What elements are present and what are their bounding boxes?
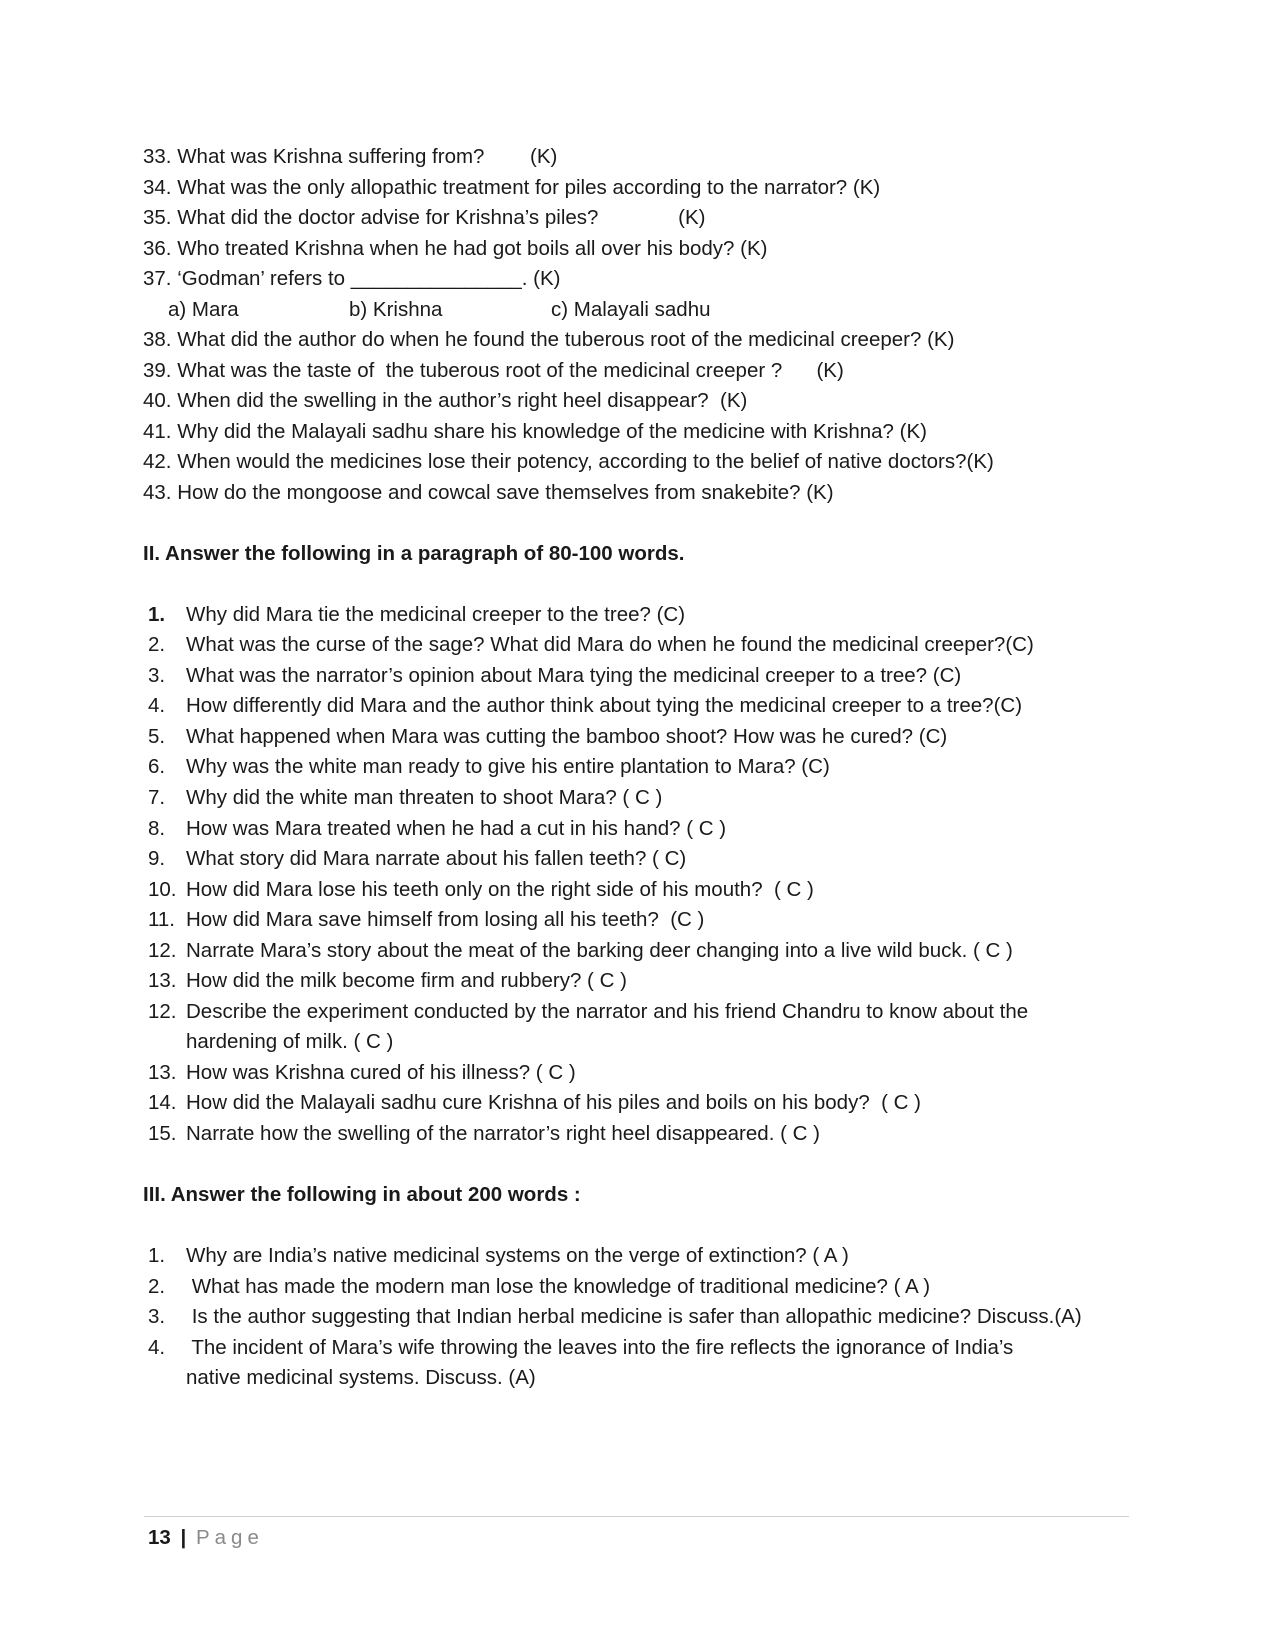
list-item-number: 3. [148, 664, 166, 687]
list-item: How did Mara lose his teeth only on the right side of his mouth? ( C ) [186, 878, 814, 901]
section-3-heading: III. Answer the following in about 200 words : [143, 1183, 581, 1206]
q37-option-a: a) Mara [168, 298, 239, 321]
list-item: Is the author suggesting that Indian herbal medicine is safer than allopathic medicine? Discuss.(A) [186, 1305, 1082, 1328]
list-item-number: 15. [148, 1122, 177, 1145]
list-item-number: 7. [148, 786, 166, 809]
list-item-number: 13. [148, 1061, 177, 1084]
list-item-number: 2. [148, 633, 166, 656]
question-42: 42. When would the medicines lose their potency, according to the belief of native doctors?(K) [143, 450, 994, 473]
question-34: 34. What was the only allopathic treatment for piles according to the narrator? (K) [143, 176, 881, 199]
list-item-number: 4. [148, 694, 166, 717]
list-item-number: 13. [148, 969, 177, 992]
list-item-number: 5. [148, 725, 166, 748]
list-item-number: 10. [148, 878, 177, 901]
list-item-number: 9. [148, 847, 166, 870]
question-41: 41. Why did the Malayali sadhu share his knowledge of the medicine with Krishna? (K) [143, 420, 927, 443]
list-item: The incident of Mara’s wife throwing the leaves into the fire reflects the ignorance of India’s [186, 1336, 1014, 1359]
list-item-number: 8. [148, 817, 166, 840]
section-2-heading: II. Answer the following in a paragraph of 80-100 words. [143, 542, 685, 565]
list-item: Why did the white man threaten to shoot Mara? ( C ) [186, 786, 663, 809]
list-item-continuation: hardening of milk. ( C ) [186, 1030, 394, 1053]
list-item: What has made the modern man lose the knowledge of traditional medicine? ( A ) [186, 1275, 931, 1298]
page-label: Page [195, 1526, 264, 1549]
list-item-continuation: native medicinal systems. Discuss. (A) [186, 1366, 536, 1389]
question-38: 38. What did the author do when he found the tuberous root of the medicinal creeper? (K) [143, 328, 955, 351]
list-item: How did the Malayali sadhu cure Krishna of his piles and boils on his body? ( C ) [186, 1091, 921, 1114]
list-item-number: 1. [148, 603, 166, 626]
list-item: What story did Mara narrate about his fallen teeth? ( C) [186, 847, 687, 870]
page-footer [148, 1522, 264, 1554]
question-43: 43. How do the mongoose and cowcal save themselves from snakebite? (K) [143, 481, 834, 504]
list-item: Why was the white man ready to give his entire plantation to Mara? (C) [186, 755, 830, 778]
list-item: How differently did Mara and the author think about tying the medicinal creeper to a tree?(C) [186, 694, 1023, 717]
question-33: 33. What was Krishna suffering from? (K) [143, 145, 558, 168]
list-item: What happened when Mara was cutting the bamboo shoot? How was he cured? (C) [186, 725, 948, 748]
list-item: Narrate how the swelling of the narrator’s right heel disappeared. ( C ) [186, 1122, 820, 1145]
q37-option-b: b) Krishna [349, 298, 443, 321]
list-item: How did Mara save himself from losing all his teeth? (C ) [186, 908, 705, 931]
list-item-number: 12. [148, 1000, 177, 1023]
list-item-number: 11. [148, 908, 175, 931]
question-40: 40. When did the swelling in the author’s right heel disappear? (K) [143, 389, 748, 412]
list-item: What was the curse of the sage? What did Mara do when he found the medicinal creeper?(C) [186, 633, 1034, 656]
list-item-number: 3. [148, 1305, 166, 1328]
list-item-number: 12. [148, 939, 177, 962]
list-item-number: 4. [148, 1336, 166, 1359]
list-item: Narrate Mara’s story about the meat of the barking deer changing into a live wild buck. ( C ) [186, 939, 1013, 962]
footer-divider [144, 1516, 1129, 1517]
question-35: 35. What did the doctor advise for Krishna’s piles? (K) [143, 206, 706, 229]
list-item: How was Mara treated when he had a cut in his hand? ( C ) [186, 817, 727, 840]
footer-separator: | [180, 1526, 187, 1549]
list-item: How was Krishna cured of his illness? ( C ) [186, 1061, 576, 1084]
list-item: Describe the experiment conducted by the narrator and his friend Chandru to know about the [186, 1000, 1029, 1023]
question-37: 37. ‘Godman’ refers to _______________. (K) [143, 267, 561, 290]
list-item: Why did Mara tie the medicinal creeper to the tree? (C) [186, 603, 686, 626]
list-item: Why are India’s native medicinal systems on the verge of extinction? ( A ) [186, 1244, 849, 1267]
list-item-number: 2. [148, 1275, 166, 1298]
list-item-number: 14. [148, 1091, 177, 1114]
page-number: 13 [148, 1526, 171, 1549]
list-item: What was the narrator’s opinion about Mara tying the medicinal creeper to a tree? (C) [186, 664, 962, 687]
list-item: How did the milk become firm and rubbery? ( C ) [186, 969, 627, 992]
list-item-number: 1. [148, 1244, 166, 1267]
q37-option-c: c) Malayali sadhu [551, 298, 711, 321]
question-36: 36. Who treated Krishna when he had got boils all over his body? (K) [143, 237, 768, 260]
list-item-number: 6. [148, 755, 166, 778]
question-39: 39. What was the taste of the tuberous root of the medicinal creeper ? (K) [143, 359, 844, 382]
